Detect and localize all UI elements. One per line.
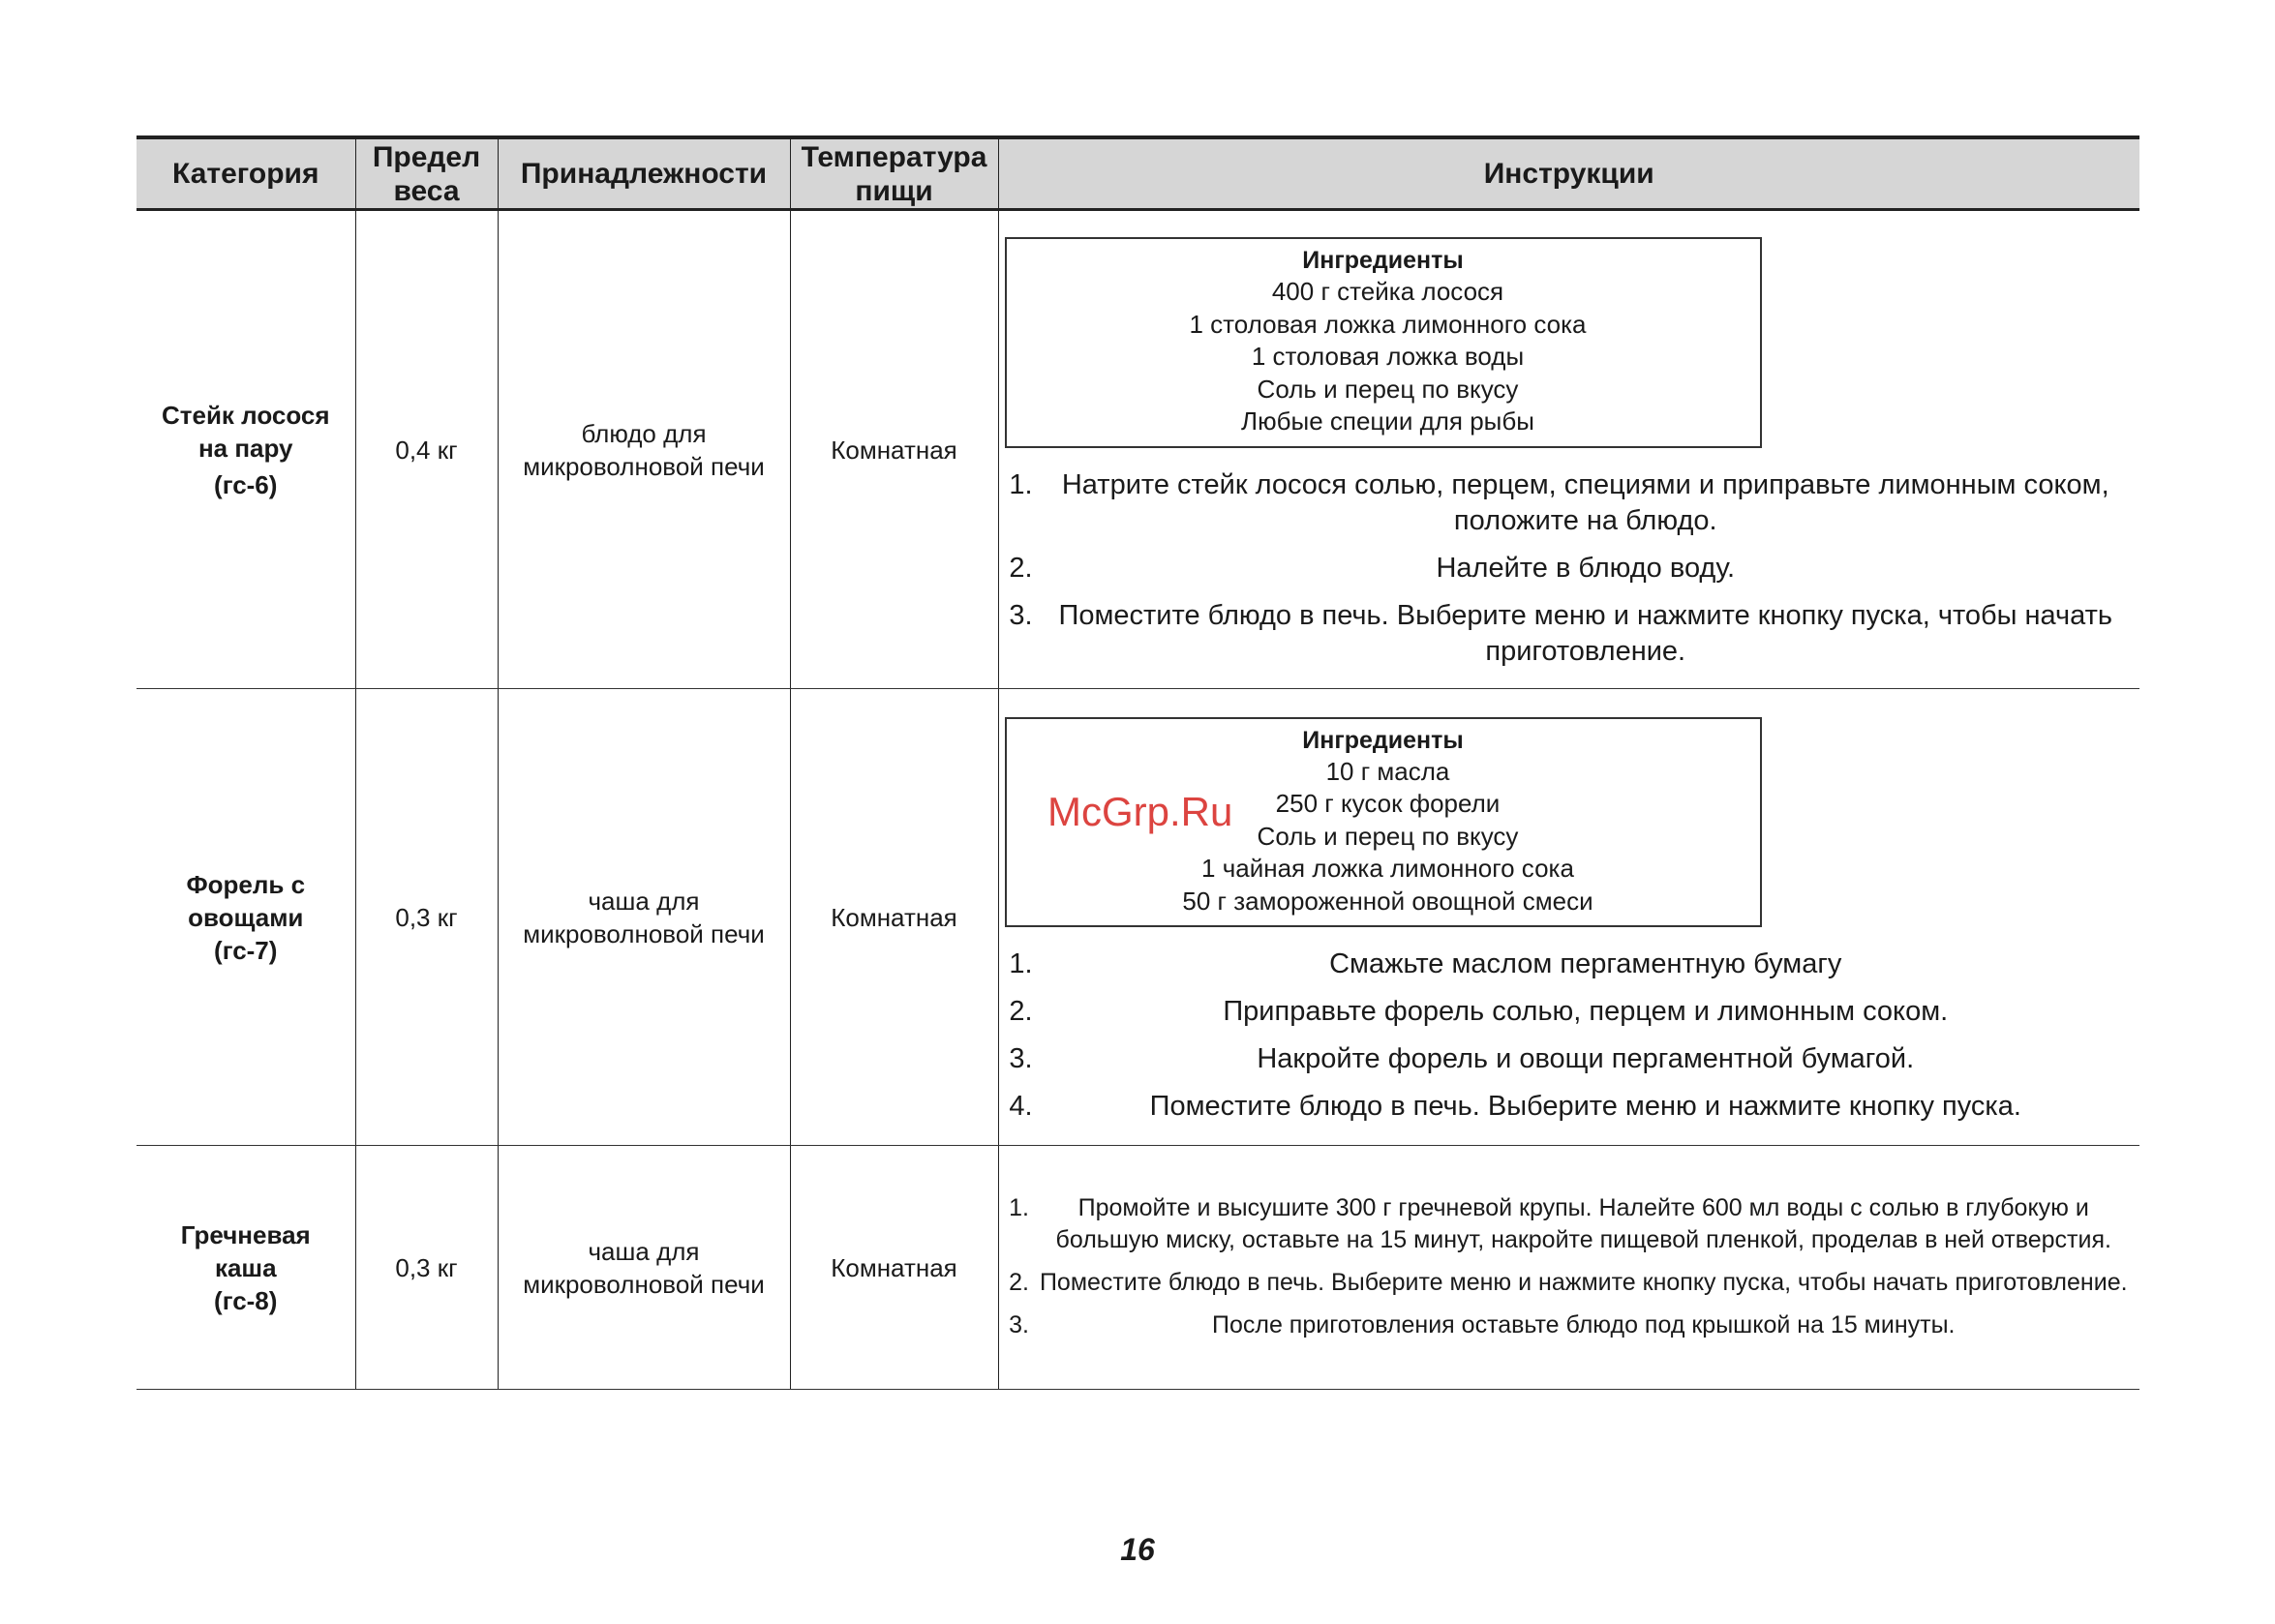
step-number: 3. xyxy=(1009,599,1033,631)
category-name: каша xyxy=(214,1252,277,1282)
step-text: Промойте и высушите 300 г гречневой крупы. Налейте 600 мл воды с солью в глубокую и большую миску, оставьте на 15 минут, накройте пищевой пленкой, проделав в ней отверстия. xyxy=(1055,1194,2111,1253)
watermark: McGrp.Ru xyxy=(1047,789,1233,834)
instructions-cell xyxy=(998,689,2139,1146)
steps-list xyxy=(1005,467,2135,670)
ingredient-item: Любые специи для рыбы xyxy=(1241,406,1534,436)
ingredient-item: 250 г кусок форели xyxy=(1275,789,1501,819)
header-accessories: Принадлежности xyxy=(498,137,790,210)
ingredients-title: Ингредиенты xyxy=(1302,726,1464,754)
temperature-cell: Комнатная xyxy=(790,210,998,689)
category-name: Форель с xyxy=(186,869,306,899)
weight-cell: 0,3 кг xyxy=(355,689,498,1146)
ingredients-box xyxy=(1005,237,1762,448)
step-item xyxy=(1005,1267,2135,1299)
accessory-cell xyxy=(498,689,790,1146)
temperature-cell: Комнатная xyxy=(790,1146,998,1390)
step-item xyxy=(1005,1309,2135,1341)
instructions-cell xyxy=(998,1146,2139,1390)
category-cell xyxy=(136,689,355,1146)
step-number: 2. xyxy=(1009,996,1033,1028)
step-item xyxy=(1005,598,2135,670)
step-item xyxy=(1005,1192,2135,1256)
step-text: Смажьте маслом пергаментную бумагу xyxy=(1329,948,1842,980)
step-item xyxy=(1005,994,2135,1030)
step-item xyxy=(1005,551,2135,586)
steps-list xyxy=(1005,947,2135,1125)
ingredient-item: 1 чайная ложка лимонного сока xyxy=(1201,854,1574,884)
category-cell xyxy=(136,210,355,689)
step-text: Приправьте форель солью, перцем и лимонным соком. xyxy=(1223,996,1949,1028)
table-header-row xyxy=(136,137,2139,210)
step-number: 3. xyxy=(1009,1043,1033,1075)
recipe-table xyxy=(136,135,2139,1390)
step-number: 2. xyxy=(1009,1269,1029,1296)
step-text: Натрите стейк лосося солью, перцем, специями и приправьте лимонным соком, положите на блюдо. xyxy=(1061,468,2109,536)
instructions-cell xyxy=(998,210,2139,689)
step-item xyxy=(1005,467,2135,539)
program-code: (гс-8) xyxy=(214,1285,278,1315)
weight-cell: 0,3 кг xyxy=(355,1146,498,1390)
category-name: Гречневая xyxy=(180,1219,311,1249)
program-code: (гс-6) xyxy=(214,469,278,499)
ingredient-item: 1 столовая ложка лимонного сока xyxy=(1189,309,1587,339)
category-name: на пару xyxy=(197,433,293,463)
ingredients-title: Ингредиенты xyxy=(1302,247,1464,275)
weight-cell: 0,4 кг xyxy=(355,210,498,689)
step-number: 1. xyxy=(1009,468,1033,500)
step-number: 1. xyxy=(1009,1194,1029,1221)
steps-list xyxy=(1005,1192,2135,1341)
header-instructions: Инструкции xyxy=(998,137,2139,210)
ingredient-item: Соль и перец по вкусу xyxy=(1257,821,1519,851)
step-text: Поместите блюдо в печь. Выберите меню и нажмите кнопку пуска. xyxy=(1149,1091,2021,1123)
step-text: Налейте в блюдо воду. xyxy=(1436,552,1736,584)
step-text: Поместите блюдо в печь. Выберите меню и нажмите кнопку пуска, чтобы начать приготовление. xyxy=(1039,1269,2128,1296)
ingredient-item: 10 г масла xyxy=(1325,756,1450,786)
accessory-cell xyxy=(498,210,790,689)
step-number: 3. xyxy=(1009,1311,1029,1338)
accessory-cell xyxy=(498,1146,790,1390)
accessory-text: блюдо для микроволновой печи xyxy=(523,418,765,481)
category-name: Стейк лосося xyxy=(161,400,330,430)
accessory-text: чаша для микроволновой печи xyxy=(523,1236,765,1299)
table-row xyxy=(136,689,2139,1146)
header-temperature: Температура пищи xyxy=(790,137,998,210)
step-item xyxy=(1005,1089,2135,1125)
ingredient-item: 1 столовая ложка воды xyxy=(1251,342,1525,372)
category-cell xyxy=(136,1146,355,1390)
temperature-cell: Комнатная xyxy=(790,689,998,1146)
page-number: 16 xyxy=(1120,1532,1155,1567)
step-text: Накройте форель и овощи пергаментной бумагой. xyxy=(1257,1043,1915,1075)
program-code: (гс-7) xyxy=(214,935,278,965)
step-number: 2. xyxy=(1009,552,1033,584)
table-row xyxy=(136,1146,2139,1390)
ingredient-item: 50 г замороженной овощной смеси xyxy=(1182,886,1593,916)
step-number: 1. xyxy=(1009,948,1033,980)
header-weight: Предел веса xyxy=(355,137,498,210)
step-text: После приготовления оставьте блюдо под крышкой на 15 минуты. xyxy=(1212,1311,1956,1338)
step-number: 4. xyxy=(1009,1091,1033,1123)
category-name: овощами xyxy=(188,902,304,932)
header-category: Категория xyxy=(136,137,355,210)
ingredient-item: Соль и перец по вкусу xyxy=(1257,374,1519,404)
accessory-text: чаша для микроволновой печи xyxy=(523,886,765,948)
table-row xyxy=(136,210,2139,689)
step-item xyxy=(1005,1041,2135,1077)
step-item xyxy=(1005,947,2135,982)
step-text: Поместите блюдо в печь. Выберите меню и нажмите кнопку пуска, чтобы начать приготовление. xyxy=(1058,599,2113,667)
ingredient-item: 400 г стейка лосося xyxy=(1271,277,1504,307)
